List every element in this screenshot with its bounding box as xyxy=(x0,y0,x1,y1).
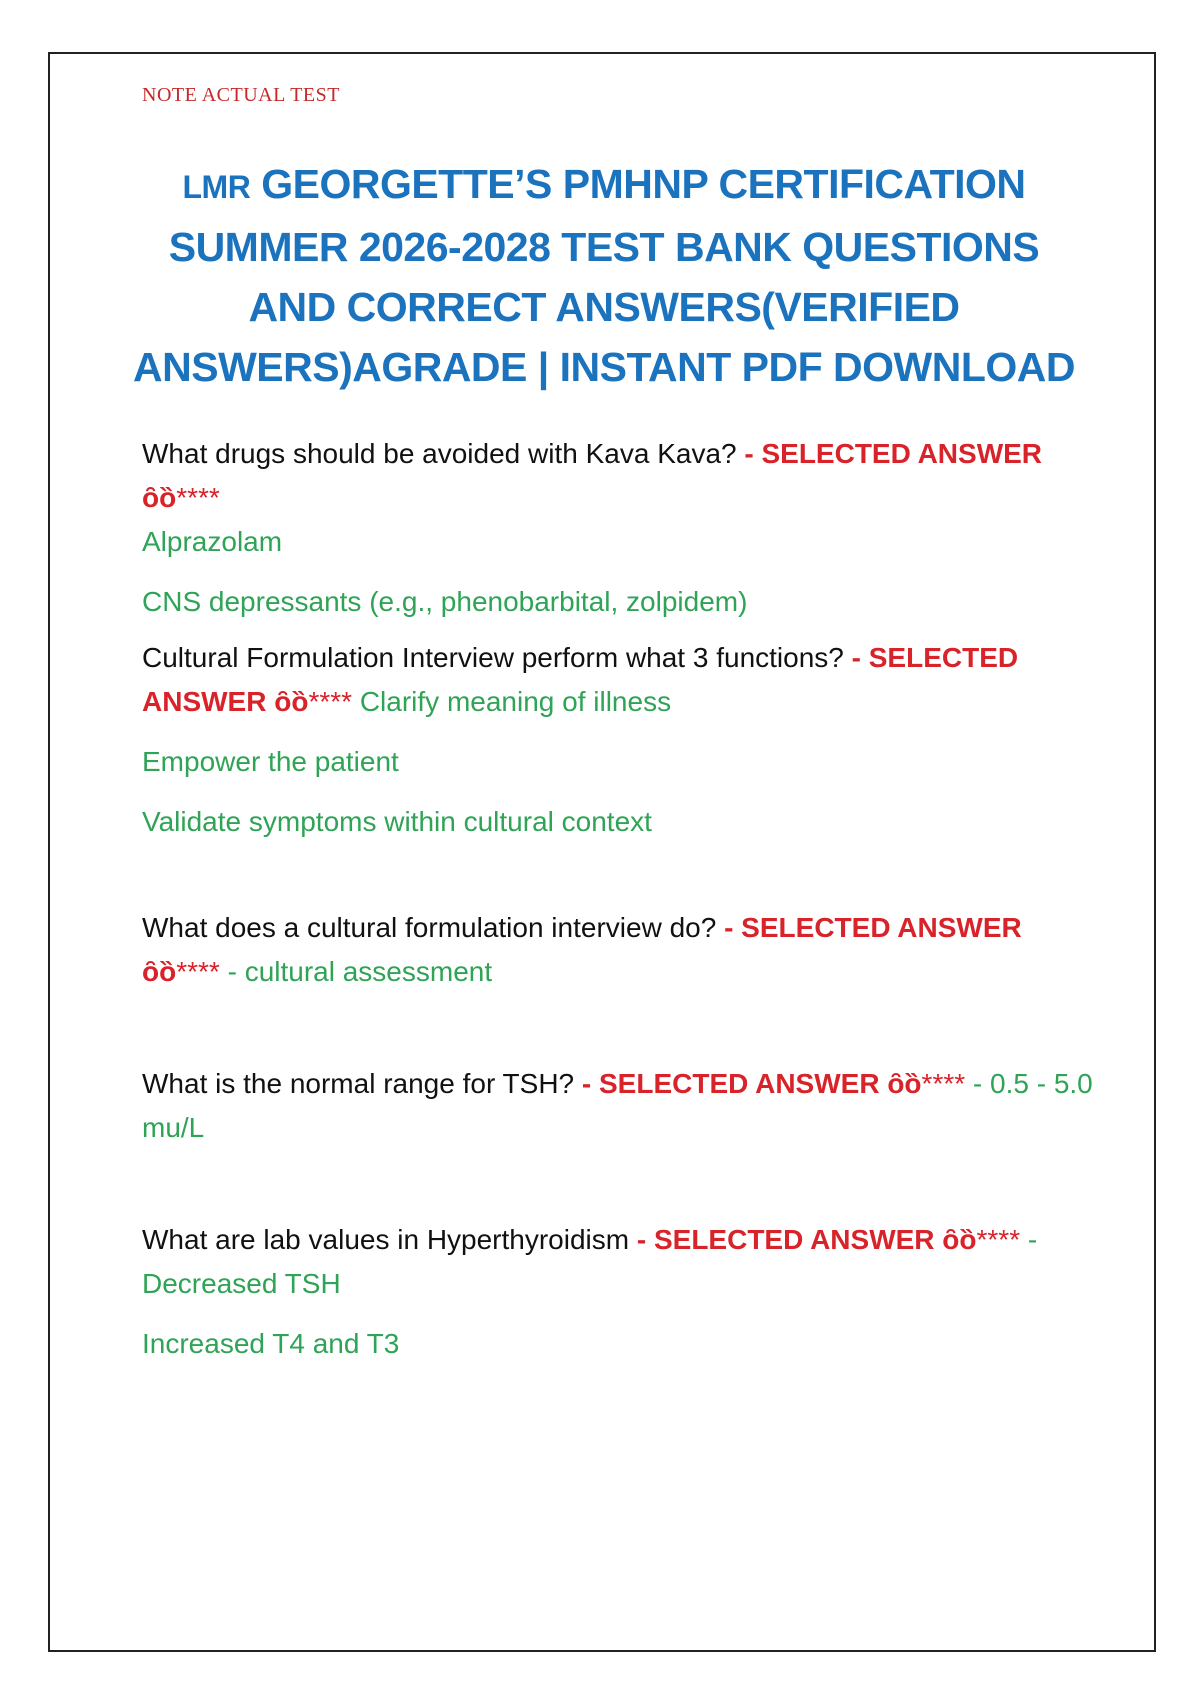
qa-item-1 xyxy=(142,432,1102,624)
answer-text: Empower the patient xyxy=(142,746,399,777)
question-text: What is the normal range for TSH? xyxy=(142,1068,575,1099)
document-title xyxy=(130,154,1078,397)
answer-text: Alprazolam xyxy=(142,526,283,557)
answer-stars: **** xyxy=(308,686,353,717)
answer-glyph: ȏȍ xyxy=(887,1068,922,1099)
title-prefix: LMR xyxy=(182,169,251,205)
question-text: What are lab values in Hyperthyroidism xyxy=(142,1224,630,1255)
answer-glyph: ȏȍ xyxy=(274,686,309,717)
qa-item-3 xyxy=(142,906,1102,994)
qa-item-4 xyxy=(142,1062,1102,1150)
answer-stars: **** xyxy=(176,482,220,513)
answer-glyph: ȏȍ xyxy=(942,1224,977,1255)
answer-text: Clarify meaning of illness xyxy=(359,686,672,717)
answer-text: Validate symptoms within cultural context xyxy=(142,806,652,837)
selected-answer-label: - SELECTED ANSWER xyxy=(581,1068,880,1099)
question-text: Cultural Formulation Interview perform what 3 functions? xyxy=(142,642,844,673)
answer-stars: **** xyxy=(176,956,220,987)
answer-text: Increased T4 and T3 xyxy=(142,1328,400,1359)
answer-text: CNS depressants (e.g., phenobarbital, zolpidem) xyxy=(142,586,748,617)
answer-glyph: ȏȍ xyxy=(142,956,177,987)
question-text: What does a cultural formulation interview do? xyxy=(142,912,717,943)
selected-answer-label: - SELECTED xyxy=(851,642,1019,673)
answer-glyph: ȏȍ xyxy=(142,482,177,513)
answer-text: - Decreased TSH xyxy=(142,1224,1038,1299)
note-label: NOTE ACTUAL TEST xyxy=(142,84,340,106)
answer-stars: **** xyxy=(976,1224,1021,1255)
qa-item-2 xyxy=(142,636,1102,844)
qa-item-5 xyxy=(142,1218,1102,1366)
selected-answer-label: - SELECTED ANSWER xyxy=(636,1224,935,1255)
selected-answer-label: - SELECTED ANSWER xyxy=(744,438,1043,469)
document-page xyxy=(48,52,1156,1652)
title-main: GEORGETTE’S PMHNP CERTIFICATION SUMMER 2026-2028 TEST BANK QUESTIONS AND CORRECT ANSWERS(VERIFIED ANSWERS)AGRADE | INSTANT PDF DOWNLOAD xyxy=(133,161,1075,390)
selected-answer-label-cont: ANSWER xyxy=(142,686,267,717)
selected-answer-label: - SELECTED ANSWER xyxy=(724,912,1022,943)
answer-stars: **** xyxy=(921,1068,966,1099)
answer-text: - cultural assessment xyxy=(227,956,493,987)
answer-text: - 0.5 - 5.0 mu/L xyxy=(142,1068,1093,1143)
question-text: What drugs should be avoided with Kava Kava? xyxy=(142,438,737,469)
